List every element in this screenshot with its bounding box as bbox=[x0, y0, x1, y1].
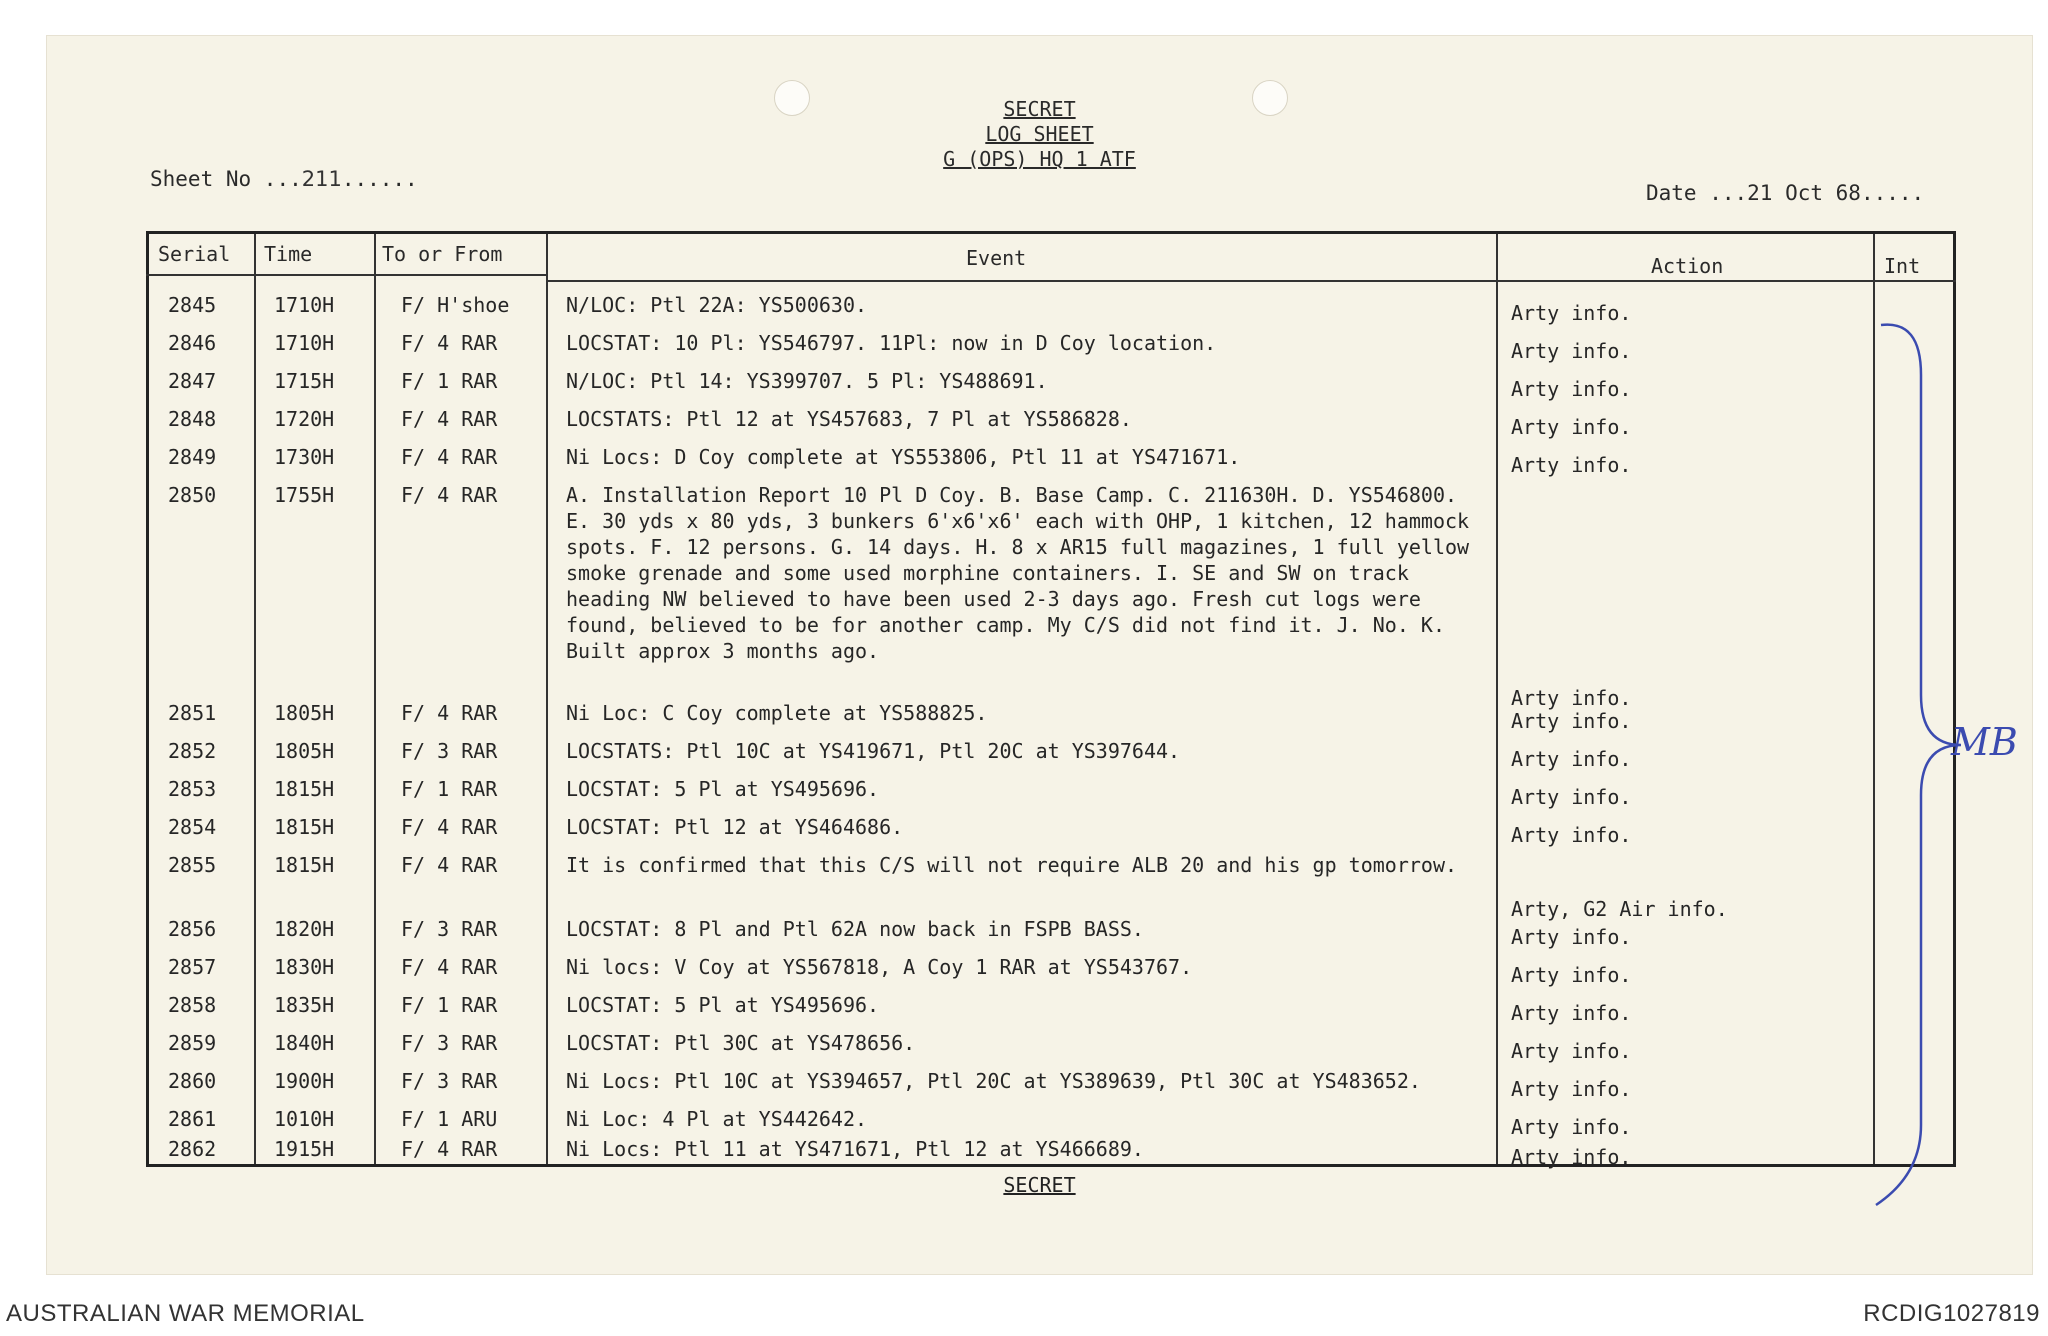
row-time: 1915H bbox=[274, 1137, 335, 1161]
credit-left: AUSTRALIAN WAR MEMORIAL bbox=[6, 1300, 365, 1327]
row-event: LOCSTATS: Ptl 12 at YS457683, 7 Pl at YS586828. bbox=[566, 407, 1132, 431]
row-serial: 2860 bbox=[168, 1069, 217, 1093]
row-time: 1710H bbox=[274, 293, 335, 317]
date-value: 21 Oct 68 bbox=[1747, 181, 1861, 205]
row-event: A. Installation Report 10 Pl D Coy. B. Base Camp. C. 211630H. D. YS546800. E. 30 yds x 80 yds, 3 bunkers 6'x6'x6' each with OHP, 1 kitchen, 12 hammock spots. F. 12 persons. G. 14 days. H. 8 x AR15 full magazines, 1 full yellow smoke grenade and some used morphine containers. I. SE and SW on track heading NW believed to have been used 2-3 days ago. Fresh cut logs were found, believed to be for another camp. My C/S did not find it. J. No. K. Built approx 3 months ago. bbox=[566, 483, 1470, 663]
col-header-serial: Serial bbox=[158, 242, 231, 266]
row-from: F/ H'shoe bbox=[401, 293, 510, 317]
row-time: 1830H bbox=[274, 955, 335, 979]
row-from: F/ 4 RAR bbox=[401, 1137, 498, 1161]
row-serial: 2847 bbox=[168, 369, 217, 393]
row-event: N/LOC: Ptl 14: YS399707. 5 Pl: YS488691. bbox=[566, 369, 1048, 393]
sheet-number: Sheet No ...211...... bbox=[150, 167, 418, 191]
row-serial: 2861 bbox=[168, 1107, 217, 1131]
row-event: N/LOC: Ptl 22A: YS500630. bbox=[566, 293, 868, 317]
row-event: Ni Loc: 4 Pl at YS442642. bbox=[566, 1107, 868, 1131]
row-time: 1840H bbox=[274, 1031, 335, 1055]
row-time: 1805H bbox=[274, 701, 335, 725]
row-from: F/ 4 RAR bbox=[401, 483, 498, 507]
row-event: Ni locs: V Coy at YS567818, A Coy 1 RAR at YS543767. bbox=[566, 955, 1193, 979]
row-action: Arty info. bbox=[1511, 1115, 1632, 1139]
row-time: 1835H bbox=[274, 993, 335, 1017]
row-event: LOCSTAT: 5 Pl at YS495696. bbox=[566, 777, 880, 801]
bracket-stroke bbox=[1876, 325, 1961, 1205]
row-event: Ni Locs: Ptl 10C at YS394657, Ptl 20C at YS389639, Ptl 30C at YS483652. bbox=[566, 1069, 1421, 1093]
row-action: Arty info. bbox=[1511, 747, 1632, 771]
row-time: 1010H bbox=[274, 1107, 335, 1131]
row-time: 1720H bbox=[274, 407, 335, 431]
row-action: Arty info. bbox=[1511, 1001, 1632, 1025]
row-serial: 2851 bbox=[168, 701, 217, 725]
int-bracket-annotation bbox=[1876, 315, 2018, 1215]
row-event: LOCSTAT: 10 Pl: YS546797. 11Pl: now in D Coy location. bbox=[566, 331, 1217, 355]
row-from: F/ 1 ARU bbox=[401, 1107, 498, 1131]
row-action: Arty info. bbox=[1511, 823, 1632, 847]
log-sheet-title: LOG SHEET bbox=[985, 122, 1094, 146]
row-action: Arty info. bbox=[1511, 377, 1632, 401]
row-event: LOCSTATS: Ptl 10C at YS419671, Ptl 20C at YS397644. bbox=[566, 739, 1181, 763]
sheet-number-value: 211 bbox=[301, 167, 342, 191]
row-serial: 2855 bbox=[168, 853, 217, 877]
row-action: Arty info. bbox=[1511, 339, 1632, 363]
row-from: F/ 4 RAR bbox=[401, 815, 498, 839]
col-header-action: Action bbox=[1651, 254, 1724, 278]
row-action: Arty info. bbox=[1511, 1077, 1632, 1101]
row-from: F/ 1 RAR bbox=[401, 369, 498, 393]
row-from: F/ 4 RAR bbox=[401, 445, 498, 469]
row-serial: 2845 bbox=[168, 293, 217, 317]
row-time: 1730H bbox=[274, 445, 335, 469]
row-event: It is confirmed that this C/S will not require ALB 20 and his gp tomorrow. bbox=[566, 853, 1458, 877]
row-time: 1710H bbox=[274, 331, 335, 355]
col-header-event: Event bbox=[966, 246, 1027, 270]
document-sheet bbox=[46, 35, 2033, 1275]
row-time: 1815H bbox=[274, 815, 335, 839]
row-from: F/ 3 RAR bbox=[401, 739, 498, 763]
row-serial: 2848 bbox=[168, 407, 217, 431]
row-time: 1820H bbox=[274, 917, 335, 941]
row-event: LOCSTAT: 8 Pl and Ptl 62A now back in FSPB BASS. bbox=[566, 917, 1144, 941]
row-from: F/ 3 RAR bbox=[401, 1031, 498, 1055]
row-action: Arty info. bbox=[1511, 709, 1632, 733]
row-serial: 2853 bbox=[168, 777, 217, 801]
log-date: Date ...21 Oct 68..... bbox=[1646, 181, 1925, 205]
row-serial: 2854 bbox=[168, 815, 217, 839]
row-serial: 2859 bbox=[168, 1031, 217, 1055]
row-from: F/ 4 RAR bbox=[401, 331, 498, 355]
row-action: Arty info. bbox=[1511, 453, 1632, 477]
row-event: LOCSTAT: 5 Pl at YS495696. bbox=[566, 993, 880, 1017]
log-table bbox=[146, 231, 1956, 1167]
row-time: 1805H bbox=[274, 739, 335, 763]
row-event: Ni Locs: Ptl 11 at YS471671, Ptl 12 at YS466689. bbox=[566, 1137, 1144, 1161]
credit-right: RCDIG1027819 bbox=[1863, 1300, 2040, 1327]
row-time: 1815H bbox=[274, 777, 335, 801]
row-action: Arty info. bbox=[1511, 963, 1632, 987]
int-initials: MB bbox=[1951, 720, 2018, 764]
row-time: 1715H bbox=[274, 369, 335, 393]
row-event: LOCSTAT: Ptl 30C at YS478656. bbox=[566, 1031, 916, 1055]
row-from: F/ 4 RAR bbox=[401, 407, 498, 431]
row-time: 1815H bbox=[274, 853, 335, 877]
row-serial: 2857 bbox=[168, 955, 217, 979]
row-serial: 2852 bbox=[168, 739, 217, 763]
row-action: Arty info. bbox=[1511, 785, 1632, 809]
sheet-number-label: Sheet No bbox=[150, 167, 252, 191]
unit-heading: G (OPS) HQ 1 ATF bbox=[943, 147, 1136, 171]
row-from: F/ 1 RAR bbox=[401, 777, 498, 801]
col-header-time: Time bbox=[264, 242, 313, 266]
row-from: F/ 4 RAR bbox=[401, 701, 498, 725]
col-header-to-or-from: To or From bbox=[382, 242, 503, 266]
row-from: F/ 1 RAR bbox=[401, 993, 498, 1017]
row-action: Arty info. bbox=[1511, 1039, 1632, 1063]
row-serial: 2850 bbox=[168, 483, 217, 507]
row-action: Arty info. bbox=[1511, 1145, 1632, 1169]
col-header-int: Int bbox=[1884, 254, 1921, 278]
row-serial: 2858 bbox=[168, 993, 217, 1017]
row-serial: 2849 bbox=[168, 445, 217, 469]
row-action: Arty info. bbox=[1511, 686, 1632, 710]
row-event: LOCSTAT: Ptl 12 at YS464686. bbox=[566, 815, 904, 839]
row-action: Arty, G2 Air info. bbox=[1511, 897, 1728, 921]
row-action: Arty info. bbox=[1511, 925, 1632, 949]
row-serial: 2862 bbox=[168, 1137, 217, 1161]
row-action: Arty info. bbox=[1511, 301, 1632, 325]
classification-heading: SECRET bbox=[1003, 97, 1076, 121]
row-serial: 2856 bbox=[168, 917, 217, 941]
row-serial: 2846 bbox=[168, 331, 217, 355]
date-label: Date bbox=[1646, 181, 1697, 205]
row-event: Ni Loc: C Coy complete at YS588825. bbox=[566, 701, 988, 725]
row-time: 1900H bbox=[274, 1069, 335, 1093]
row-event: Ni Locs: D Coy complete at YS553806, Ptl 11 at YS471671. bbox=[566, 445, 1241, 469]
row-from: F/ 4 RAR bbox=[401, 955, 498, 979]
row-from: F/ 4 RAR bbox=[401, 853, 498, 877]
row-from: F/ 3 RAR bbox=[401, 1069, 498, 1093]
bottom-classification: SECRET bbox=[1003, 1173, 1076, 1197]
row-from: F/ 3 RAR bbox=[401, 917, 498, 941]
row-action: Arty info. bbox=[1511, 415, 1632, 439]
row-time: 1755H bbox=[274, 483, 335, 507]
